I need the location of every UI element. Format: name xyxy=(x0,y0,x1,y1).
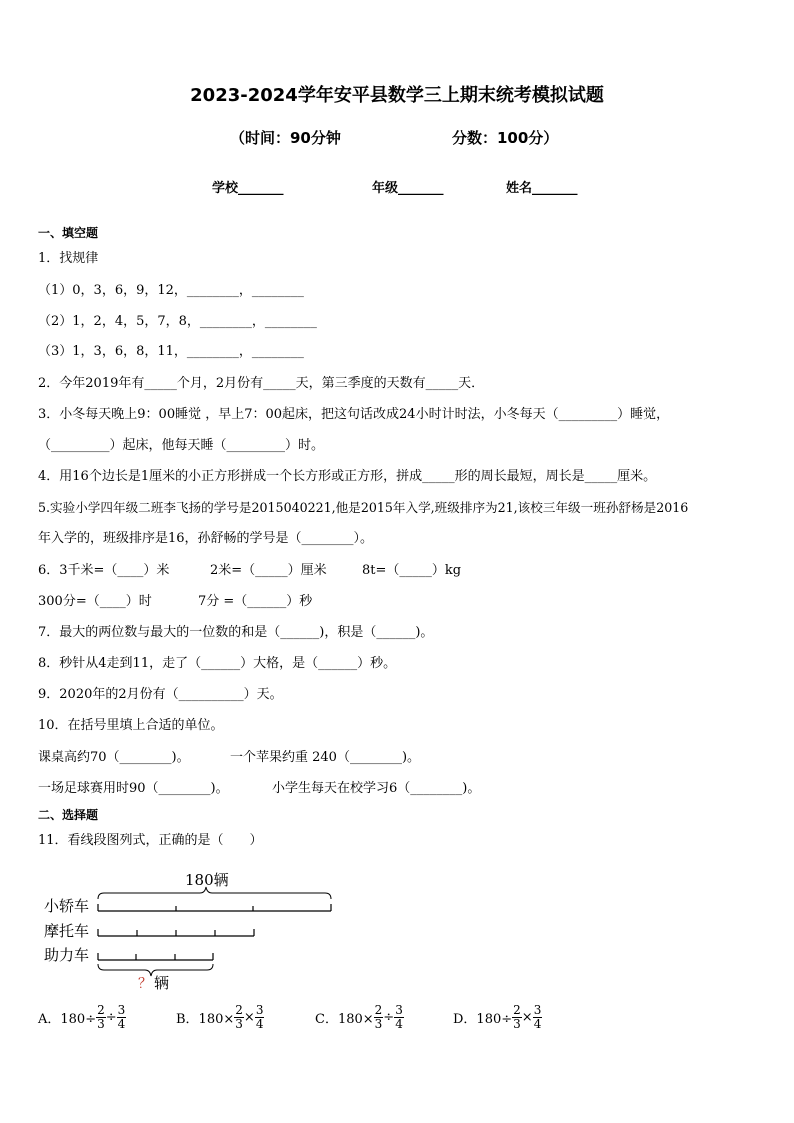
exam-title: 2023-2024学年安平县数学三上期末统考模拟试题 xyxy=(190,85,604,106)
diagram-row-car-label: 小轿车 xyxy=(44,897,90,915)
question-7: 7．最大的两位数与最大的一位数的和是（______)，积是（______)。 xyxy=(38,625,434,640)
fraction: $\frac{2}{3}$ xyxy=(235,1003,243,1031)
question-8: 8．秒针从4走到11，走了（______）大格，是（______）秒。 xyxy=(38,656,397,671)
question-3-line1: 3．小冬每天晚上9：00睡觉 ，早上7：00起床，把这句话改成24小时计时法，小冬每天（_________）睡觉， xyxy=(38,407,670,422)
question-6a-part2: 2米=（_____）厘米 xyxy=(210,563,327,578)
fraction: $\frac{3}{4}$ xyxy=(533,1003,542,1031)
diagram-row-moped-label: 助力车 xyxy=(44,946,90,964)
question-6a-part1: 6．3千米=（____）米 xyxy=(38,563,170,578)
school-field[interactable]: 学校_______ xyxy=(212,181,284,196)
question-6b-part1: 300分=（____）时 xyxy=(38,594,152,609)
fraction: $\frac{3}{4}$ xyxy=(117,1003,126,1031)
question-11: 11．看线段图列式，正确的是（ ） xyxy=(38,833,263,848)
question-2: 2．今年2019年有_____个月，2月份有_____天，第三季度的天数有_____天． xyxy=(38,376,485,391)
grade-field[interactable]: 年级_______ xyxy=(372,181,444,196)
name-field[interactable]: 姓名_______ xyxy=(506,181,578,196)
question-1: 1．找规律 xyxy=(38,251,99,266)
fraction: $\frac{2}{3}$ xyxy=(97,1003,105,1031)
question-5-line2: 年入学的，班级排序是16，孙舒畅的学号是（________）。 xyxy=(38,531,374,546)
question-1c: （3）1，3，6，8，11，________，________ xyxy=(38,344,304,359)
diagram-bottom-label: 辆 xyxy=(154,974,170,992)
fraction: $\frac{3}{4}$ xyxy=(255,1003,264,1031)
question-6b-part2: 7分 =（______）秒 xyxy=(198,594,313,609)
option-c[interactable]: C．180× $\frac{2}{3}$ ÷ $\frac{3}{4}$ xyxy=(315,1003,403,1031)
diagram-question-mark: ？ xyxy=(138,976,152,992)
section-fill-blank: 一、填空题 xyxy=(38,226,99,240)
question-1b: （2）1，2，4，5，7，8，________，________ xyxy=(38,314,317,329)
question-4: 4．用16个边长是1厘米的小正方形拼成一个长方形或正方形，拼成_____形的周长最短，周长是_____厘米。 xyxy=(38,469,657,484)
question-10a-part2: 一个苹果约重 240（________)。 xyxy=(230,750,421,765)
question-6a-part3: 8t=（_____）kg xyxy=(362,563,462,578)
line-segment-diagram xyxy=(40,866,340,992)
option-b[interactable]: B．180× $\frac{2}{3}$ × $\frac{3}{4}$ xyxy=(176,1003,264,1031)
option-d[interactable]: D．180÷ $\frac{2}{3}$ × $\frac{3}{4}$ xyxy=(453,1003,542,1031)
question-10b-part2: 小学生每天在校学习6（________)。 xyxy=(272,781,481,796)
question-3-line2: （_________）起床，他每天睡（_________）时。 xyxy=(38,438,325,453)
question-10: 10．在括号里填上合适的单位。 xyxy=(38,718,224,733)
question-5-line1: 5.实验小学四年级二班李飞扬的学号是2015040221,他是2015年入学,班级排序为21,该校三年级一班孙舒杨是2016 xyxy=(38,500,689,515)
fraction: $\frac{3}{4}$ xyxy=(395,1003,403,1031)
question-10b-part1: 一场足球赛用时90（________)。 xyxy=(38,781,229,796)
question-1a: （1）0，3，6，9，12，________，________ xyxy=(38,283,304,298)
diagram-row-motorcycle-label: 摩托车 xyxy=(44,922,90,940)
exam-time: （时间：90分钟 xyxy=(230,129,341,147)
exam-score: 分数：100分） xyxy=(452,129,559,147)
diagram-top-label: 180辆 xyxy=(185,871,229,889)
question-10a-part1: 课桌高约70（________)。 xyxy=(38,750,190,765)
question-9: 9．2020年的2月份有（__________）天。 xyxy=(38,687,283,702)
fraction: $\frac{2}{3}$ xyxy=(374,1003,383,1031)
fraction: $\frac{2}{3}$ xyxy=(513,1003,521,1031)
section-multiple-choice: 二、选择题 xyxy=(38,808,99,822)
option-a[interactable]: A．180÷ $\frac{2}{3}$ ÷ $\frac{3}{4}$ xyxy=(38,1003,126,1031)
